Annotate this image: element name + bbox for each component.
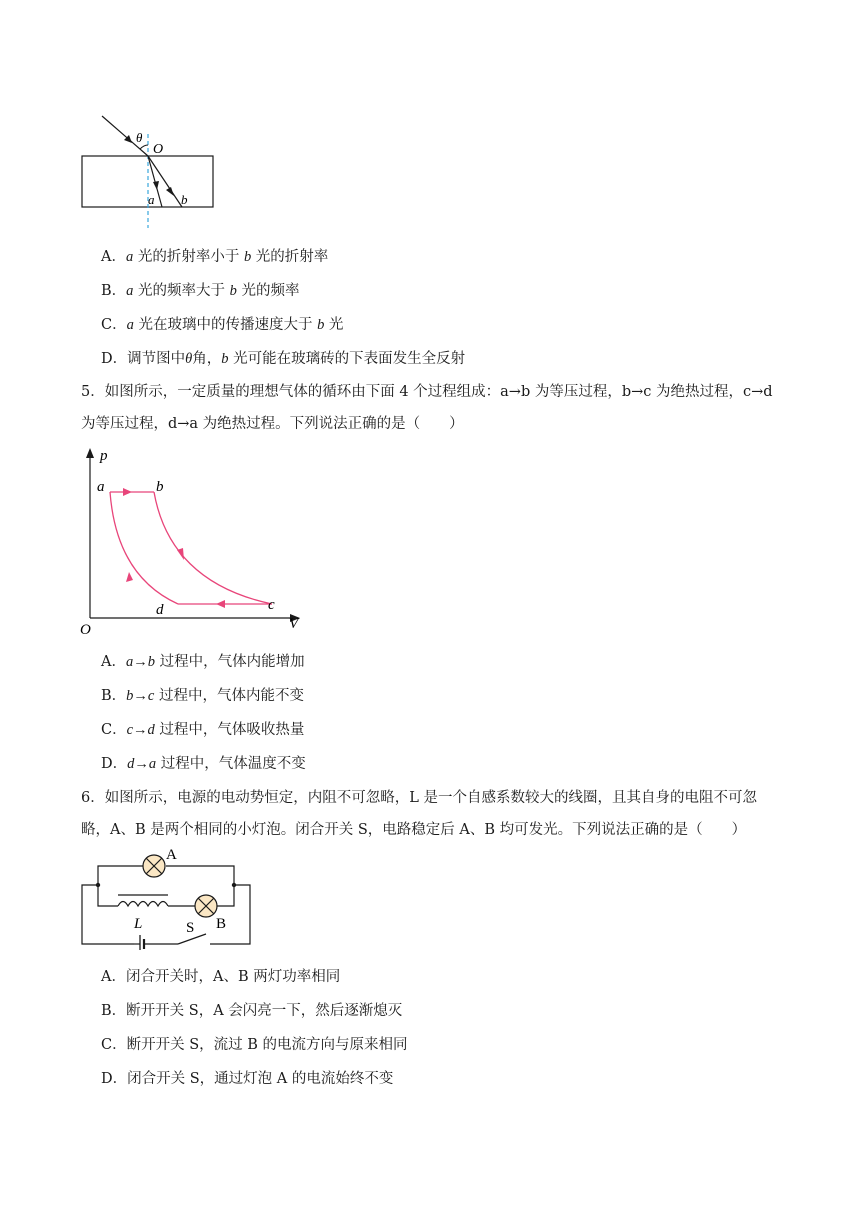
option-text: 过程中，气体内能增加 [154,654,305,670]
process-label: c→d [126,722,155,738]
ab-arrow-icon [123,488,132,496]
theta-label: θ [136,130,143,145]
option-letter: D． [101,756,128,772]
point-c-label: c [268,597,275,613]
junction-right [232,883,236,887]
refraction-figure [78,112,218,232]
var-a: a [126,317,134,333]
wire-outer-right [210,885,250,944]
option-text: 光 [324,317,344,333]
option-text: 断开开关 S，流过 B 的电流方向与原来相同 [126,1037,408,1053]
q5-option-a [101,652,305,672]
lamp-a-label: A [166,847,177,863]
wire-branch-a-right [166,866,234,885]
var-b: b [317,317,325,333]
wire-branch-a [98,866,143,885]
q4-option-d [101,349,465,369]
var-a: a [125,249,134,265]
ray-a-label: a [148,192,155,207]
cd-arrow-icon [216,600,225,608]
q5-option-b [101,686,304,706]
option-letter: B． [101,688,127,704]
q5-stem-line-2: 为等压过程，d→a 为绝热过程。下列说法正确的是（ ） [81,416,464,432]
option-letter: B． [101,1003,127,1019]
var-b: b [229,283,237,299]
var-a: a [126,283,134,299]
ray-a-arrow-icon [153,181,159,190]
ray-b-arrow-icon [166,187,174,196]
option-text: 闭合开关 S，通过灯泡 A 的电流始终不变 [127,1071,394,1087]
option-text: 闭合开关时，A、B 两灯功率相同 [125,969,341,985]
var-theta: θ [185,351,193,367]
q4-option-b [101,281,299,301]
lamp-b-label: B [216,916,227,932]
option-text: 光在玻璃中的传播速度大于 [133,317,318,333]
battery-icon [140,935,144,950]
option-letter: D． [101,1071,128,1087]
q4-option-a [101,247,328,267]
coil-label: L [134,916,143,932]
point-b-label: b [156,479,164,495]
coil-l-icon [118,902,168,907]
da-arrow-icon [126,572,133,582]
switch-label: S [186,920,195,936]
option-letter: A． [101,249,126,265]
option-text: 过程中，气体吸收热量 [154,722,305,738]
wire-branch-l [98,885,118,906]
q5-stem-line-1: 5．如图所示，一定质量的理想气体的循环由下面 4 个过程组成：a→b 为等压过程，b→c 为绝热过程，c→d [81,384,773,400]
option-letter: A． [101,654,126,670]
q6-stem-line-2: 略，A、B 是两个相同的小灯泡。闭合开关 S，电路稳定后 A、B 均可发光。下列说法正确的是（ ） [81,822,747,838]
option-text: 光的频率 [236,283,300,299]
option-letter: C． [101,722,127,738]
var-b: b [243,249,252,265]
option-text: 光的折射率 [251,249,329,265]
q6-option-b [101,1001,402,1021]
pv-diagram [76,444,306,640]
q6-stem [81,782,781,846]
option-letter: A． [101,969,126,985]
cycle-path [110,492,272,604]
v-axis-label: V [289,616,299,632]
p-axis-label: p [100,448,108,464]
point-d-label: d [156,602,164,618]
lamp-b-icon [195,895,217,917]
process-label: a→b [125,654,155,670]
q6-option-a [101,967,340,987]
q5-option-d [101,754,306,774]
ray-b-label: b [181,192,188,207]
process-label: d→a [127,756,157,772]
bc-arrow-icon [177,548,184,560]
junction-left [96,883,100,887]
circuit-diagram [78,846,258,950]
q6-option-d [101,1069,393,1089]
option-text: 过程中，气体内能不变 [154,688,304,704]
var-b: b [221,351,229,367]
option-letter: D． [101,351,128,367]
wire-branch-b-right [216,885,234,906]
option-letter: C． [101,317,127,333]
theta-arc [140,145,148,149]
option-letter: B． [101,283,127,299]
option-text: 断开开关 S，A 会闪亮一下，然后逐渐熄灭 [126,1003,403,1019]
q5-stem [81,376,781,440]
q4-option-c [101,315,343,335]
wire-outer [82,885,134,944]
option-text: 调节图中 [127,351,186,367]
point-o-label: O [153,142,164,157]
q6-stem-line-1: 6．如图所示，电源的电动势恒定，内阻不可忽略，L 是一个自感系数较大的线圈，且其自身的电阻不可忽 [81,790,757,806]
option-text: 过程中，气体温度不变 [156,756,306,772]
process-label: b→c [126,688,155,704]
option-text: 角， [192,351,222,367]
option-text: 光的频率大于 [133,283,230,299]
option-text: 光的折射率小于 [133,249,244,265]
point-a-label: a [97,479,105,495]
p-axis-arrow-icon [86,448,94,458]
option-letter: C． [101,1037,127,1053]
origin-label: O [80,622,91,638]
q5-option-c [101,720,304,740]
option-text: 光可能在玻璃砖的下表面发生全反射 [228,351,466,367]
lamp-a-icon [143,855,165,877]
q6-option-c [101,1035,408,1055]
